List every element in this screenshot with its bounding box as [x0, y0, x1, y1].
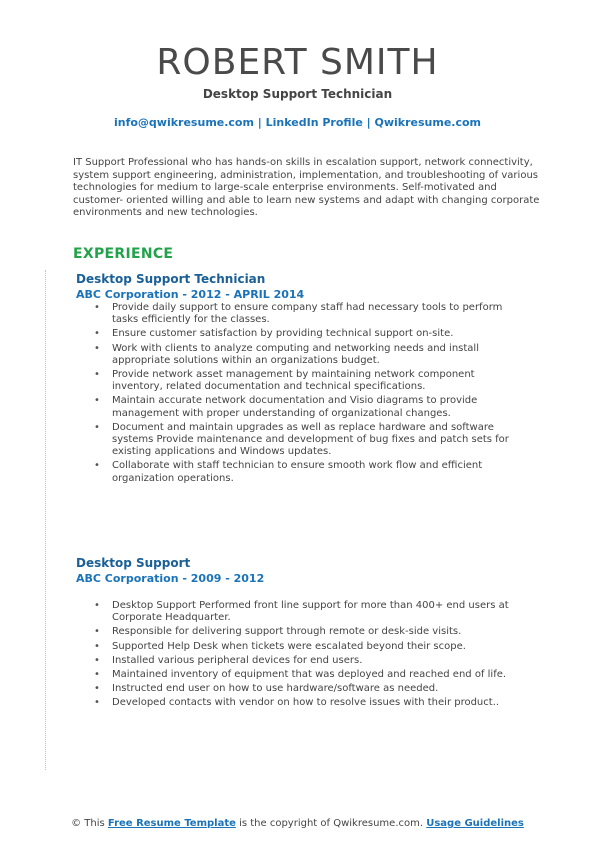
list-item: • Work with clients to analyze computing and networking needs and install appropriate solutions within an organizations budget. [76, 343, 510, 367]
job-bullets [76, 302, 516, 485]
list-item: • Responsible for delivering support through remote or desk-side visits. [76, 626, 510, 638]
summary-paragraph: IT Support Professional who has hands-on skills in escalation support, network connectivity, system support engineering, administration, implementation, and troubleshooting of various technologies for medium to large-scale enterprise environments. Self-motivated and customer- oriented willing and able to learn new systems and adapt with changing corporate environments and new technologies. [73, 157, 540, 218]
website-link[interactable]: Qwikresume.com [374, 116, 482, 129]
list-item: • Maintained inventory of equipment that was deployed and reached end of life. [76, 669, 510, 681]
contact-separator: | [253, 116, 266, 129]
contact-separator: | [362, 116, 375, 129]
list-item: • Provide network asset management by maintaining network component inventory, related documentation and technical specifications. [76, 369, 510, 393]
list-item: • Developed contacts with vendor on how to resolve issues with their product.. [76, 697, 510, 709]
job-company: ABC Corporation - 2009 - 2012 [76, 572, 265, 585]
job-title: Desktop Support Technician [76, 272, 266, 286]
job-bullets [76, 600, 516, 710]
job-company: ABC Corporation - 2012 - APRIL 2014 [76, 288, 305, 301]
footer-prefix: © This [71, 818, 108, 829]
free-resume-template-link[interactable]: Free Resume Template [107, 818, 236, 829]
list-item: • Document and maintain upgrades as well as replace hardware and software systems Provide maintenance and development of bug fixes and patch sets for existing applications and Windows updates. [76, 422, 510, 459]
list-item: • Desktop Support Performed front line support for more than 400+ end users at Corporate Headquarter. [76, 600, 510, 624]
job-entry [76, 556, 516, 712]
section-divider [45, 270, 46, 770]
list-item: • Maintain accurate network documentation and Visio diagrams to provide management with proper understanding of organizational changes. [76, 395, 510, 419]
list-item: • Ensure customer satisfaction by providing technical support on-site. [76, 328, 510, 340]
footer [0, 818, 595, 829]
usage-guidelines-link[interactable]: Usage Guidelines [426, 818, 524, 829]
contact-line [0, 116, 595, 129]
experience-heading: EXPERIENCE [73, 246, 174, 262]
linkedin-link[interactable]: LinkedIn Profile [265, 116, 363, 129]
job-title: Desktop Support [76, 556, 191, 570]
footer-middle: is the copyright of Qwikresume.com. [235, 818, 427, 829]
list-item: • Collaborate with staff technician to ensure smooth work flow and efficient organization operations. [76, 460, 510, 484]
candidate-name: ROBERT SMITH [156, 42, 439, 83]
list-item: • Provide daily support to ensure company staff had necessary tools to perform tasks efficiently for the classes. [76, 302, 510, 326]
list-item: • Instructed end user on how to use hardware/software as needed. [76, 683, 510, 695]
candidate-role: Desktop Support Technician [202, 87, 393, 101]
job-entry [76, 272, 516, 487]
list-item: • Supported Help Desk when tickets were escalated beyond their scope. [76, 641, 510, 653]
list-item: • Installed various peripheral devices for end users. [76, 655, 510, 667]
email-link[interactable]: info@qwikresume.com [113, 116, 254, 129]
